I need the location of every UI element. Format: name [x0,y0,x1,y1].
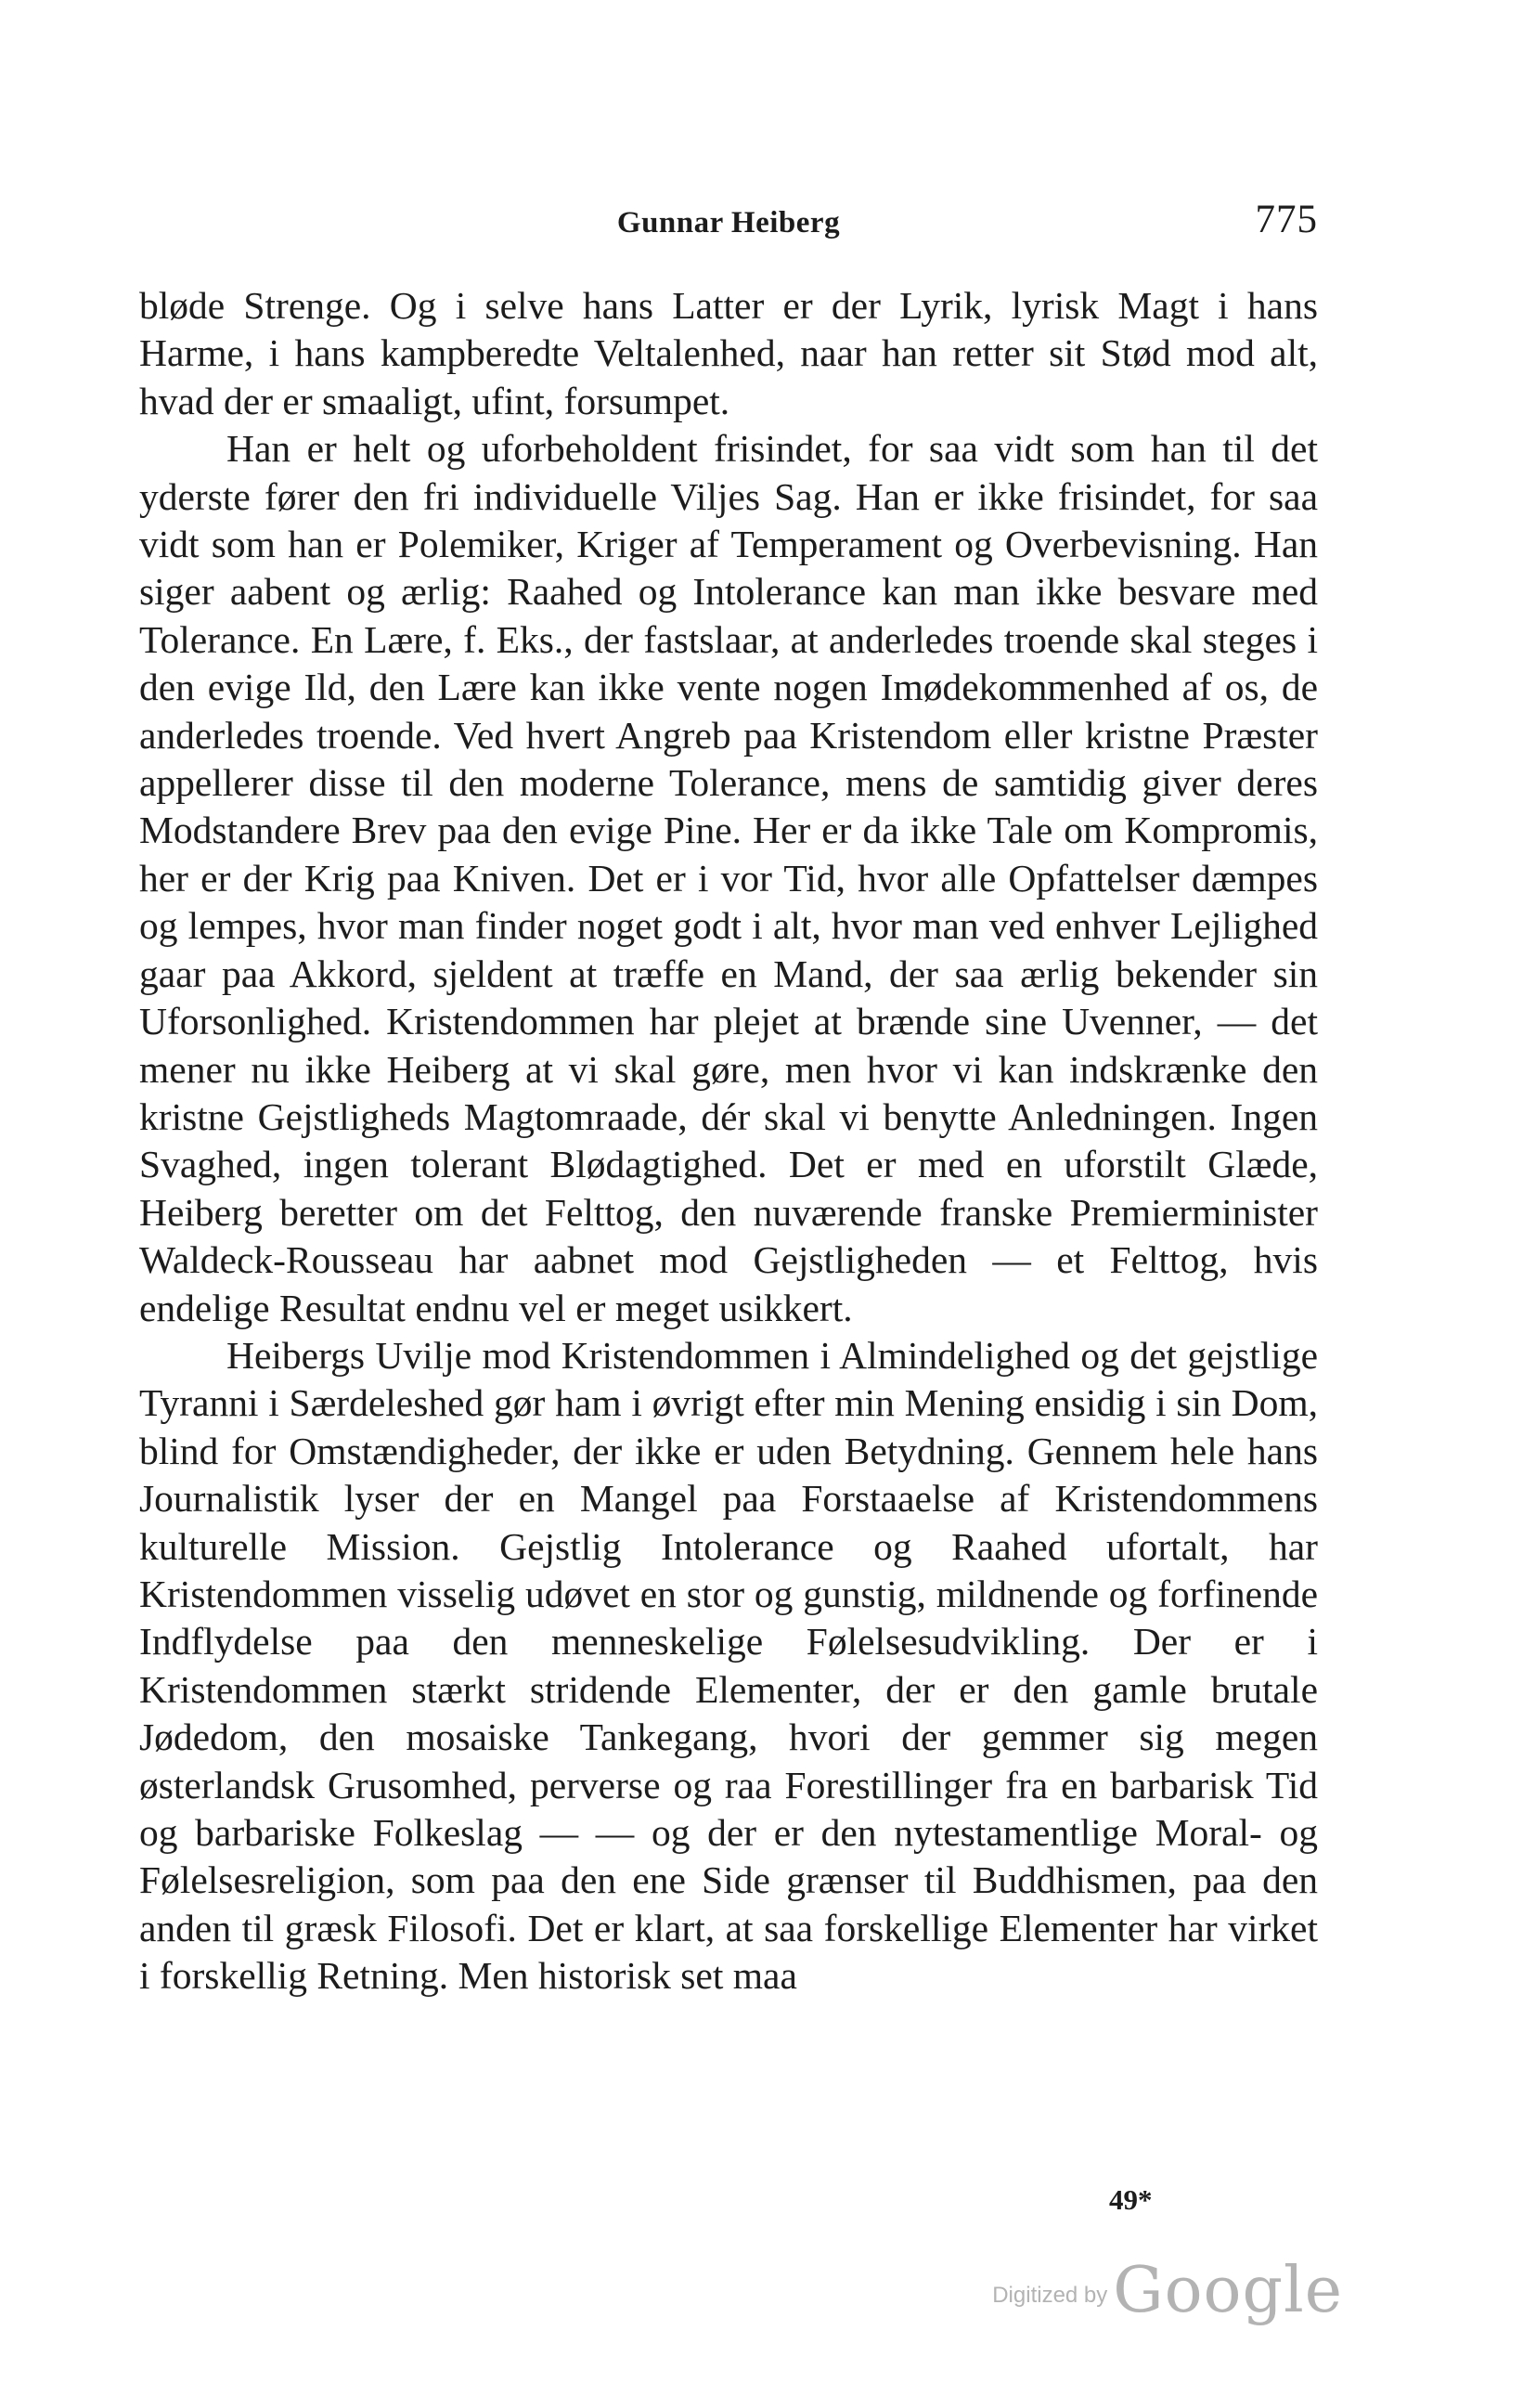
running-head [139,197,1318,252]
page-number: 775 [1255,198,1318,241]
watermark-prefix: Digitized by [992,2283,1108,2308]
body-text [139,282,1318,2000]
paragraph-continued: bløde Strenge. Og i selve hans Latter er der Lyrik, lyrisk Magt i hans Harme, i hans kampberedte Veltalenhed, naar han retter sit Stød mod alt, hvad der er smaaligt, ufint, forsumpet. [139,284,1318,422]
digitized-watermark [992,2254,1343,2327]
paragraph-frisindet: Han er helt og uforbeholdent frisindet, for saa vidt som han til det yderste fører den fri individuelle Viljes Sag. Han er ikke frisindet, for saa vidt som han er Polemiker, Kriger af Temperament og Overbevisning. Han siger aabent og ærlig: Raahed og Intolerance kan man ikke besvare med Tolerance. En Lære, f. Eks., der fastslaar, at anderledes troende skal steges i den evige Ild, den Lære kan ikke vente nogen Imødekommenhed af os, de anderledes troende. Ved hvert Angreb paa Kristendom eller kristne Præster appellerer disse til den moderne Tolerance, mens de samtidig giver deres Modstandere Brev paa den evige Pine. Her er da ikke Tale om Kompromis, her er der Krig paa Kniven. Det er i vor Tid, hvor alle Opfattelser dæmpes og lempes, hvor man finder noget godt i alt, hvor man ved enhver Lejlighed gaar paa Akkord, sjeldent at træffe en Mand, der saa ærlig bekender sin Uforsonlighed. Kristendommen har plejet at brænde sine Uvenner, — det mener nu ikke Heiberg at vi skal gøre, men hvor vi kan indskrænke den kristne Gejstligheds Magtomraade, dér skal vi benytte Anledningen. Ingen Svaghed, ingen tolerant Blødagtighed. Det er med en uforstilt Glæde, Heiberg beretter om det Felttog, den nuværende franske Premierminister Waldeck-Rousseau har aabnet mod Gejstligheden — et Felttog, hvis endelige Resultat endnu vel er meget usikkert. [139,427,1318,1329]
watermark-brand: Google [1113,2254,1343,2327]
running-title: Gunnar Heiberg [616,206,841,240]
signature-mark: 49* [1109,2183,1153,2216]
paragraph-uvilje: Heibergs Uvilje mod Kristendommen i Almindelighed og det gejstlige Tyranni i Særdeleshed gør ham i øvrigt efter min Mening ensidig i sin Dom, blind for Omstændigheder, der ikke er uden Betydning. Gennem hele hans Journalistik lyser der en Mangel paa Forstaaelse af Kristendommens kulturelle Mission. Gejstlig Intolerance og Raahed ufortalt, har Kristendommen visselig udøvet en stor og gunstig, mildnende og forfinende Indflydelse paa den menneskelige Følelsesudvikling. Der er i Kristendommen stærkt stridende Elementer, der er den gamle brutale Jødedom, den mosaiske Tankegang, hvori der gemmer sig megen østerlandsk Grusomhed, perverse og raa Forestillinger fra en barbarisk Tid og barbariske Folkeslag — — og der er den nytestamentlige Moral- og Følelsesreligion, som paa den ene Side grænser til Buddhismen, paa den anden til græsk Filosofi. Det er klart, at saa forskellige Elementer har virket i forskellig Retning. Men historisk set maa [139,1333,1318,1998]
